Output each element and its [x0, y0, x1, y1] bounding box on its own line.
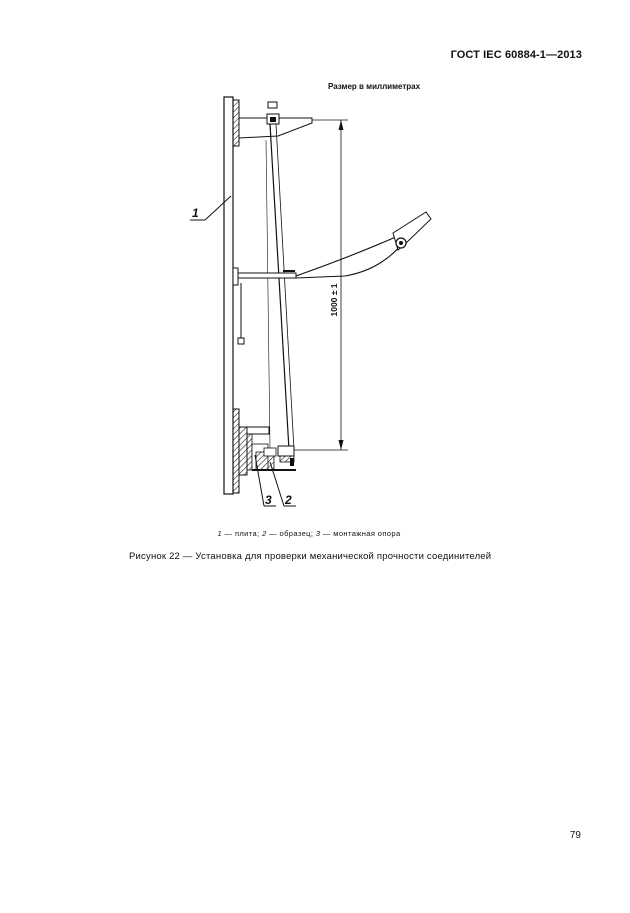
striking-arm-curve: [296, 244, 402, 278]
legend-sep-1: —: [222, 529, 235, 538]
legend-sep-3: —: [320, 529, 334, 538]
page-header-standard: ГОСТ IEC 60884-1—2013: [450, 49, 582, 61]
legend-text-1: плита;: [234, 529, 260, 538]
specimen: [278, 446, 294, 456]
middle-arm: [238, 273, 296, 278]
legend-text-3: монтажная опора: [333, 529, 401, 538]
upper-clamp: [268, 102, 277, 108]
middle-arm-mount: [233, 268, 238, 285]
striking-arm-upper: [296, 236, 398, 276]
mounting-support: [239, 427, 247, 475]
legend-num-3: 3: [315, 529, 321, 538]
weight: [238, 338, 244, 344]
lower-mount: [233, 409, 239, 493]
plate: [224, 97, 233, 494]
legend-num-1: 1: [217, 529, 223, 538]
dimension-value: 1000 ± 1: [329, 283, 339, 317]
label-plate: 1: [192, 206, 199, 220]
leader-2: [270, 462, 284, 506]
pendulum-rod: [270, 124, 289, 450]
legend-num-2: 2: [262, 529, 267, 538]
figure-title: Рисунок 22 — Установка для проверки механической прочности соединителей: [129, 551, 492, 562]
upper-mount: [233, 100, 239, 146]
label-mounting-support: 3: [265, 493, 272, 507]
legend-text-2: образец;: [279, 529, 314, 538]
legend-sep-2: —: [266, 529, 280, 538]
label-specimen: 2: [285, 493, 292, 507]
dimension-note: Размер в миллиметрах: [328, 82, 421, 91]
page-number: 79: [569, 830, 581, 841]
figure-legend: [0, 529, 624, 538]
